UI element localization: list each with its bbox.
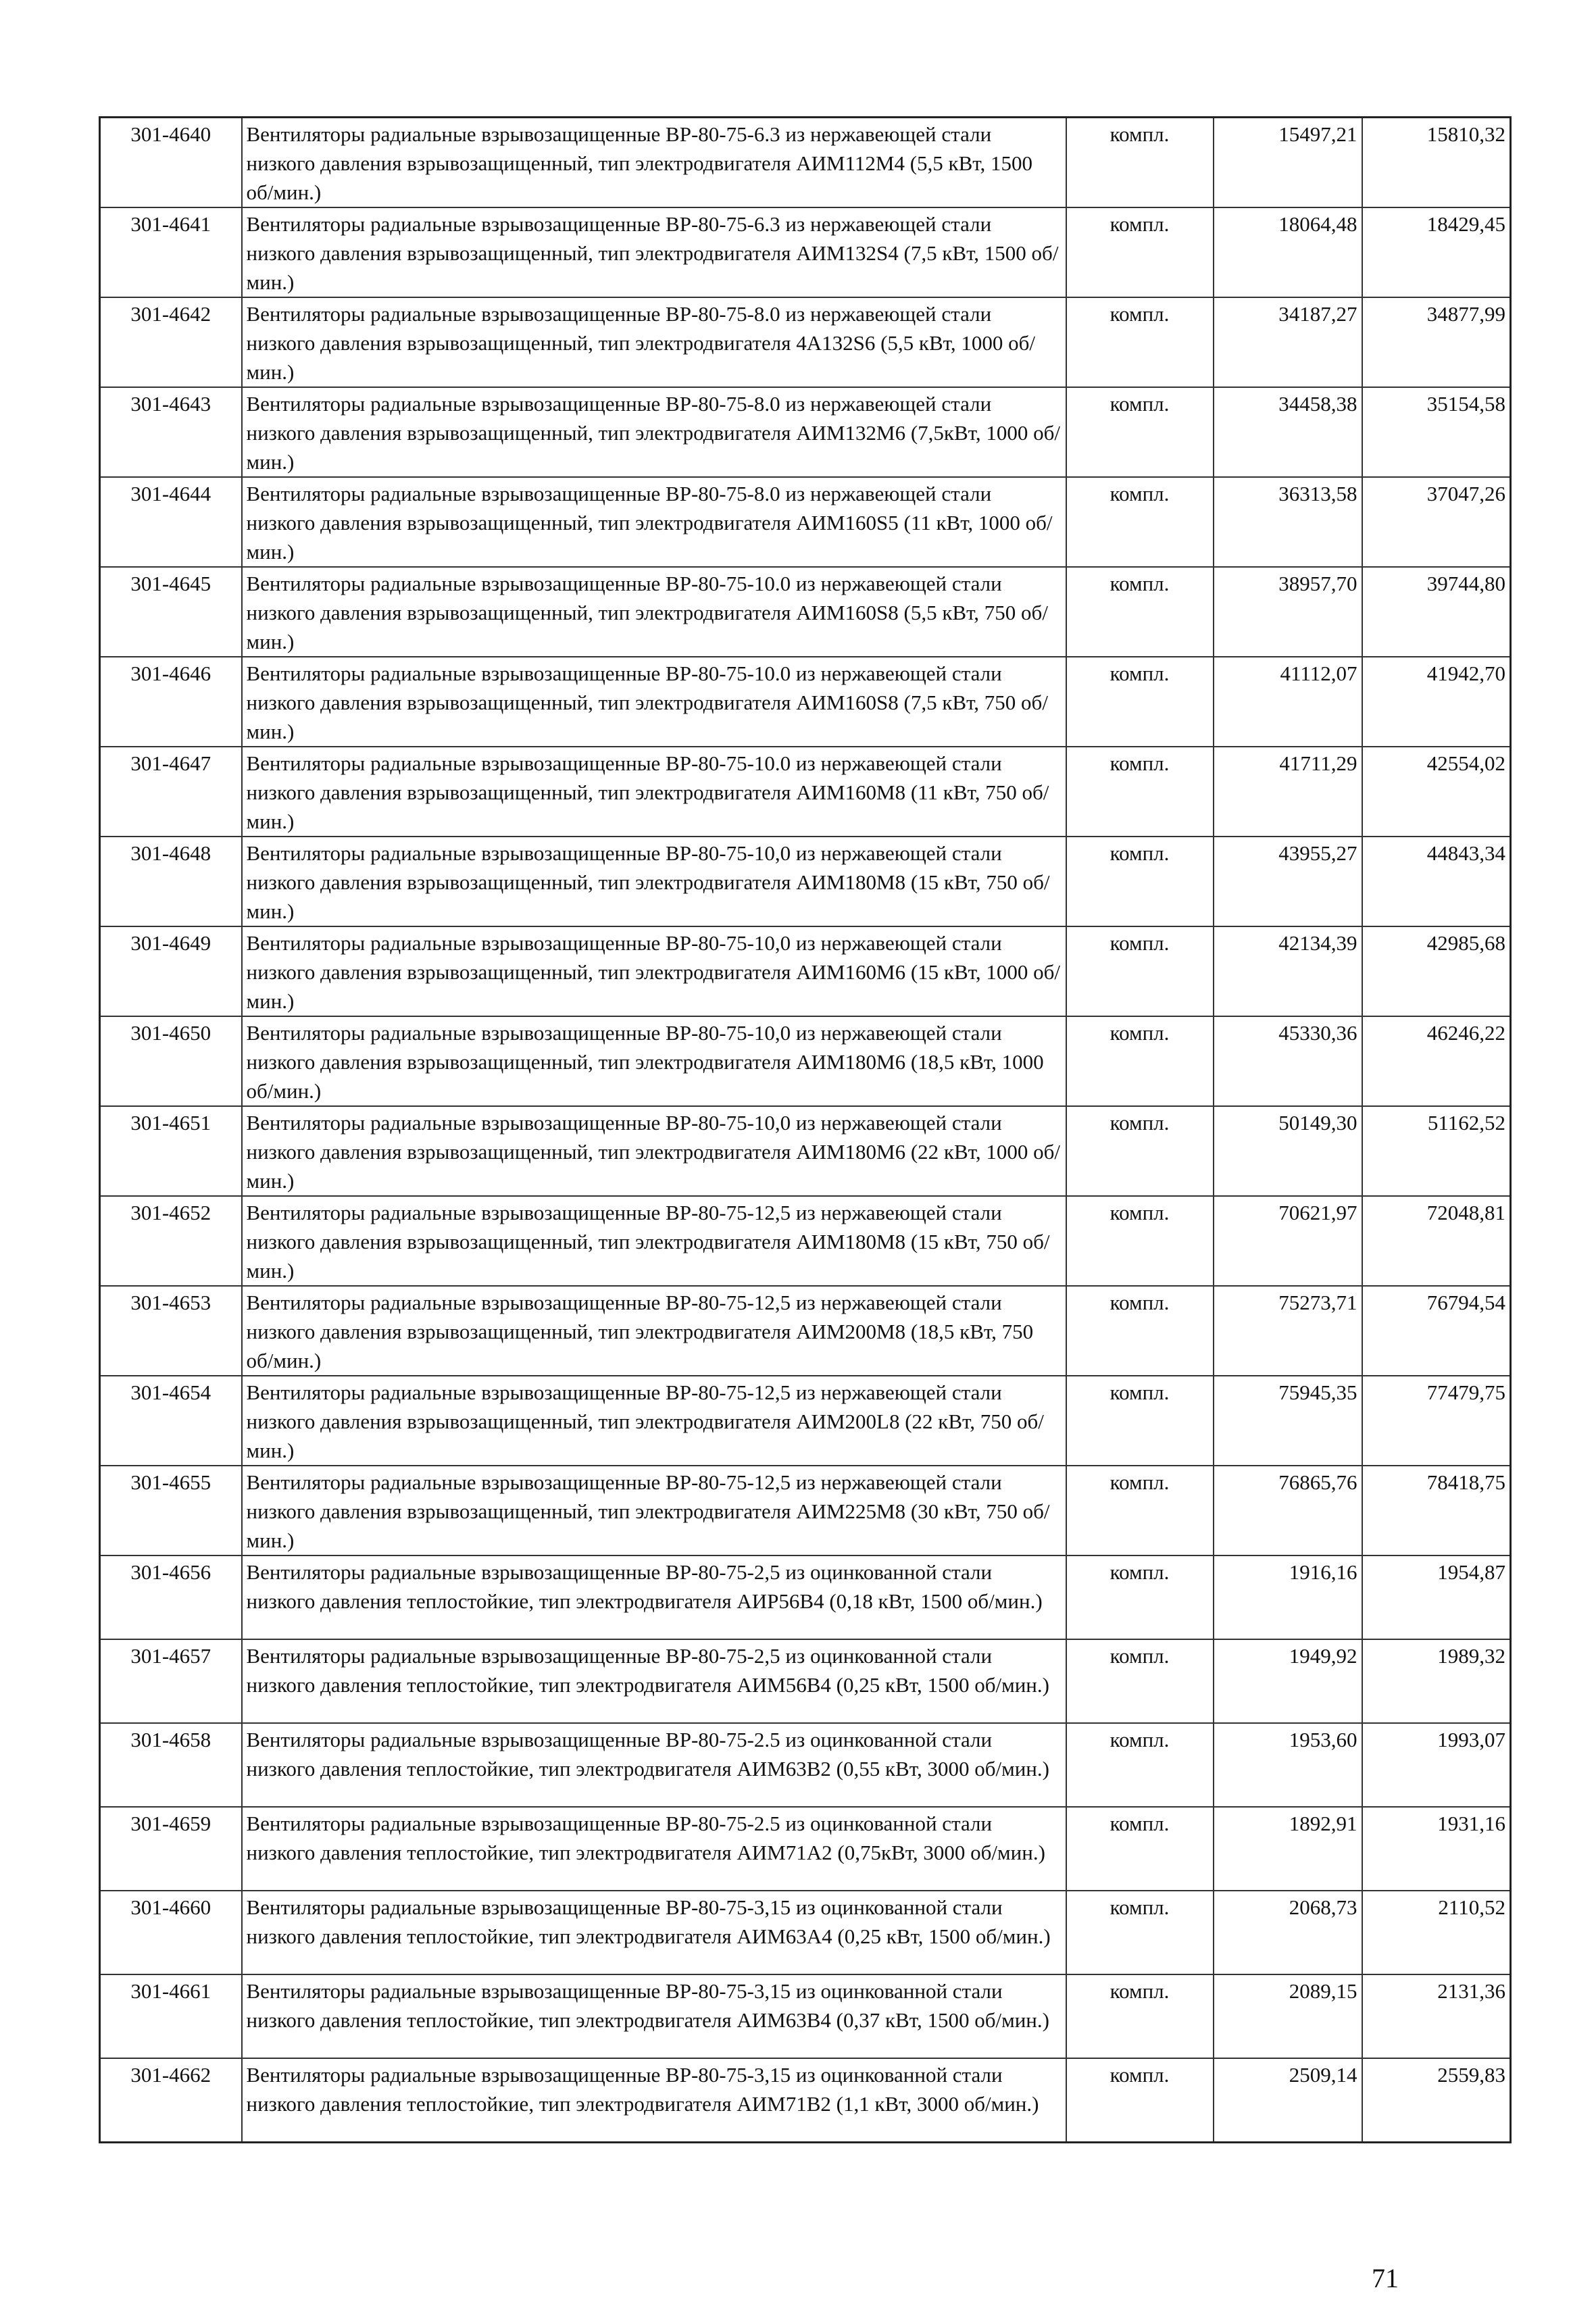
row-description: Вентиляторы радиальные взрывозащищенные ВР-80-75-12,5 из нержавеющей стали низкого давления взрывозащищенный, тип электродвигателя АИМ200L8 (22 кВт, 750 об/мин.)	[242, 1376, 1066, 1466]
table-row	[100, 1891, 1511, 1974]
row-price-1: 1949,92	[1214, 1639, 1362, 1723]
row-price-2: 1954,87	[1362, 1555, 1511, 1639]
table-row	[100, 1466, 1511, 1555]
row-price-1: 75273,71	[1214, 1286, 1362, 1376]
row-price-1: 34458,38	[1214, 387, 1362, 477]
row-price-2: 1993,07	[1362, 1723, 1511, 1807]
table-row	[100, 2058, 1511, 2142]
row-price-2: 44843,34	[1362, 837, 1511, 926]
row-unit: компл.	[1066, 747, 1214, 837]
row-description: Вентиляторы радиальные взрывозащищенные ВР-80-75-10.0 из нержавеющей стали низкого давления взрывозащищенный, тип электродвигателя АИМ160М8 (11 кВт, 750 об/мин.)	[242, 747, 1066, 837]
row-description: Вентиляторы радиальные взрывозащищенные ВР-80-75-12,5 из нержавеющей стали низкого давления взрывозащищенный, тип электродвигателя АИМ225М8 (30 кВт, 750 об/мин.)	[242, 1466, 1066, 1555]
row-code: 301-4659	[100, 1807, 242, 1891]
row-code: 301-4648	[100, 837, 242, 926]
row-code: 301-4662	[100, 2058, 242, 2142]
row-code: 301-4651	[100, 1106, 242, 1196]
row-unit: компл.	[1066, 1376, 1214, 1466]
row-description: Вентиляторы радиальные взрывозащищенные ВР-80-75-10,0 из нержавеющей стали низкого давления взрывозащищенный, тип электродвигателя АИМ180М6 (22 кВт, 1000 об/мин.)	[242, 1106, 1066, 1196]
table-row	[100, 477, 1511, 567]
row-price-1: 50149,30	[1214, 1106, 1362, 1196]
row-code: 301-4650	[100, 1016, 242, 1106]
row-price-2: 41942,70	[1362, 657, 1511, 747]
row-code: 301-4652	[100, 1196, 242, 1286]
row-description: Вентиляторы радиальные взрывозащищенные ВР-80-75-10,0 из нержавеющей стали низкого давления взрывозащищенный, тип электродвигателя АИМ180М6 (18,5 кВт, 1000 об/мин.)	[242, 1016, 1066, 1106]
row-price-2: 18429,45	[1362, 207, 1511, 297]
row-price-1: 45330,36	[1214, 1016, 1362, 1106]
table-row	[100, 1286, 1511, 1376]
row-code: 301-4658	[100, 1723, 242, 1807]
row-description: Вентиляторы радиальные взрывозащищенные ВР-80-75-2,5 из оцинкованной стали низкого давления теплостойкие, тип электродвигателя АИР56В4 (0,18 кВт, 1500 об/мин.)	[242, 1555, 1066, 1639]
row-code: 301-4644	[100, 477, 242, 567]
row-description: Вентиляторы радиальные взрывозащищенные ВР-80-75-6.3 из нержавеющей стали низкого давления взрывозащищенный, тип электродвигателя АИМ112М4 (5,5 кВт, 1500 об/мин.)	[242, 118, 1066, 208]
row-price-2: 77479,75	[1362, 1376, 1511, 1466]
row-price-1: 15497,21	[1214, 118, 1362, 208]
row-code: 301-4640	[100, 118, 242, 208]
row-description: Вентиляторы радиальные взрывозащищенные ВР-80-75-3,15 из оцинкованной стали низкого давления теплостойкие, тип электродвигателя АИМ63А4 (0,25 кВт, 1500 об/мин.)	[242, 1891, 1066, 1974]
row-price-1: 36313,58	[1214, 477, 1362, 567]
row-unit: компл.	[1066, 1639, 1214, 1723]
row-description: Вентиляторы радиальные взрывозащищенные ВР-80-75-6.3 из нержавеющей стали низкого давления взрывозащищенный, тип электродвигателя АИМ132S4 (7,5 кВт, 1500 об/мин.)	[242, 207, 1066, 297]
row-description: Вентиляторы радиальные взрывозащищенные ВР-80-75-10.0 из нержавеющей стали низкого давления взрывозащищенный, тип электродвигателя АИМ160S8 (5,5 кВт, 750 об/мин.)	[242, 567, 1066, 657]
table-row	[100, 387, 1511, 477]
row-price-2: 51162,52	[1362, 1106, 1511, 1196]
table-row	[100, 1106, 1511, 1196]
row-code: 301-4653	[100, 1286, 242, 1376]
price-table	[99, 116, 1512, 2143]
row-unit: компл.	[1066, 2058, 1214, 2142]
row-price-1: 42134,39	[1214, 926, 1362, 1016]
row-unit: компл.	[1066, 1106, 1214, 1196]
row-unit: компл.	[1066, 1891, 1214, 1974]
row-code: 301-4655	[100, 1466, 242, 1555]
row-price-2: 1931,16	[1362, 1807, 1511, 1891]
row-price-2: 2131,36	[1362, 1974, 1511, 2058]
row-description: Вентиляторы радиальные взрывозащищенные ВР-80-75-2.5 из оцинкованной стали низкого давления теплостойкие, тип электродвигателя АИМ63В2 (0,55 кВт, 3000 об/мин.)	[242, 1723, 1066, 1807]
row-description: Вентиляторы радиальные взрывозащищенные ВР-80-75-8.0 из нержавеющей стали низкого давления взрывозащищенный, тип электродвигателя 4А132S6 (5,5 кВт, 1000 об/мин.)	[242, 297, 1066, 387]
table-row	[100, 837, 1511, 926]
row-unit: компл.	[1066, 118, 1214, 208]
row-code: 301-4643	[100, 387, 242, 477]
row-code: 301-4654	[100, 1376, 242, 1466]
row-price-1: 2509,14	[1214, 2058, 1362, 2142]
row-code: 301-4646	[100, 657, 242, 747]
row-code: 301-4657	[100, 1639, 242, 1723]
table-row	[100, 926, 1511, 1016]
row-description: Вентиляторы радиальные взрывозащищенные ВР-80-75-12,5 из нержавеющей стали низкого давления взрывозащищенный, тип электродвигателя АИМ180М8 (15 кВт, 750 об/мин.)	[242, 1196, 1066, 1286]
row-description: Вентиляторы радиальные взрывозащищенные ВР-80-75-8.0 из нержавеющей стали низкого давления взрывозащищенный, тип электродвигателя АИМ160S5 (11 кВт, 1000 об/мин.)	[242, 477, 1066, 567]
row-price-2: 35154,58	[1362, 387, 1511, 477]
row-unit: компл.	[1066, 1555, 1214, 1639]
row-unit: компл.	[1066, 926, 1214, 1016]
row-price-1: 76865,76	[1214, 1466, 1362, 1555]
row-description: Вентиляторы радиальные взрывозащищенные ВР-80-75-10,0 из нержавеющей стали низкого давления взрывозащищенный, тип электродвигателя АИМ180М8 (15 кВт, 750 об/мин.)	[242, 837, 1066, 926]
row-price-1: 75945,35	[1214, 1376, 1362, 1466]
table-row	[100, 1639, 1511, 1723]
table-row	[100, 118, 1511, 208]
row-unit: компл.	[1066, 1807, 1214, 1891]
row-unit: компл.	[1066, 297, 1214, 387]
row-description: Вентиляторы радиальные взрывозащищенные ВР-80-75-10,0 из нержавеющей стали низкого давления взрывозащищенный, тип электродвигателя АИМ160М6 (15 кВт, 1000 об/мин.)	[242, 926, 1066, 1016]
table-row	[100, 567, 1511, 657]
row-unit: компл.	[1066, 387, 1214, 477]
row-unit: компл.	[1066, 477, 1214, 567]
row-price-2: 42985,68	[1362, 926, 1511, 1016]
row-price-2: 1989,32	[1362, 1639, 1511, 1723]
row-price-2: 34877,99	[1362, 297, 1511, 387]
table-row	[100, 1555, 1511, 1639]
row-description: Вентиляторы радиальные взрывозащищенные ВР-80-75-8.0 из нержавеющей стали низкого давления взрывозащищенный, тип электродвигателя АИМ132М6 (7,5кВт, 1000 об/мин.)	[242, 387, 1066, 477]
table-row	[100, 1723, 1511, 1807]
row-description: Вентиляторы радиальные взрывозащищенные ВР-80-75-3,15 из оцинкованной стали низкого давления теплостойкие, тип электродвигателя АИМ71В2 (1,1 кВт, 3000 об/мин.)	[242, 2058, 1066, 2142]
row-price-2: 39744,80	[1362, 567, 1511, 657]
row-price-2: 78418,75	[1362, 1466, 1511, 1555]
row-description: Вентиляторы радиальные взрывозащищенные ВР-80-75-12,5 из нержавеющей стали низкого давления взрывозащищенный, тип электродвигателя АИМ200М8 (18,5 кВт, 750 об/мин.)	[242, 1286, 1066, 1376]
row-code: 301-4660	[100, 1891, 242, 1974]
row-price-1: 70621,97	[1214, 1196, 1362, 1286]
page-number: 71	[1372, 2263, 1399, 2293]
table-row	[100, 207, 1511, 297]
row-price-1: 41711,29	[1214, 747, 1362, 837]
row-code: 301-4661	[100, 1974, 242, 2058]
row-unit: компл.	[1066, 567, 1214, 657]
row-code: 301-4645	[100, 567, 242, 657]
row-description: Вентиляторы радиальные взрывозащищенные ВР-80-75-10.0 из нержавеющей стали низкого давления взрывозащищенный, тип электродвигателя АИМ160S8 (7,5 кВт, 750 об/мин.)	[242, 657, 1066, 747]
table-row	[100, 1974, 1511, 2058]
row-price-2: 76794,54	[1362, 1286, 1511, 1376]
table-row	[100, 1376, 1511, 1466]
row-price-1: 18064,48	[1214, 207, 1362, 297]
row-code: 301-4649	[100, 926, 242, 1016]
row-code: 301-4656	[100, 1555, 242, 1639]
table-row	[100, 1807, 1511, 1891]
row-price-2: 2110,52	[1362, 1891, 1511, 1974]
row-price-1: 34187,27	[1214, 297, 1362, 387]
row-unit: компл.	[1066, 1723, 1214, 1807]
row-unit: компл.	[1066, 1196, 1214, 1286]
table-row	[100, 1196, 1511, 1286]
row-unit: компл.	[1066, 1016, 1214, 1106]
row-description: Вентиляторы радиальные взрывозащищенные ВР-80-75-2,5 из оцинкованной стали низкого давления теплостойкие, тип электродвигателя АИМ56В4 (0,25 кВт, 1500 об/мин.)	[242, 1639, 1066, 1723]
row-price-2: 2559,83	[1362, 2058, 1511, 2142]
row-price-2: 37047,26	[1362, 477, 1511, 567]
row-price-1: 43955,27	[1214, 837, 1362, 926]
table-row	[100, 297, 1511, 387]
row-description: Вентиляторы радиальные взрывозащищенные ВР-80-75-3,15 из оцинкованной стали низкого давления теплостойкие, тип электродвигателя АИМ63В4 (0,37 кВт, 1500 об/мин.)	[242, 1974, 1066, 2058]
row-price-2: 46246,22	[1362, 1016, 1511, 1106]
price-table-body	[100, 118, 1511, 2143]
row-price-1: 1953,60	[1214, 1723, 1362, 1807]
table-row	[100, 747, 1511, 837]
row-unit: компл.	[1066, 207, 1214, 297]
table-row	[100, 1016, 1511, 1106]
row-price-1: 2068,73	[1214, 1891, 1362, 1974]
row-unit: компл.	[1066, 837, 1214, 926]
row-price-2: 72048,81	[1362, 1196, 1511, 1286]
row-unit: компл.	[1066, 1974, 1214, 2058]
row-price-1: 41112,07	[1214, 657, 1362, 747]
row-unit: компл.	[1066, 657, 1214, 747]
row-code: 301-4641	[100, 207, 242, 297]
table-row	[100, 657, 1511, 747]
row-unit: компл.	[1066, 1466, 1214, 1555]
row-price-1: 2089,15	[1214, 1974, 1362, 2058]
row-code: 301-4647	[100, 747, 242, 837]
row-price-1: 38957,70	[1214, 567, 1362, 657]
row-description: Вентиляторы радиальные взрывозащищенные ВР-80-75-2.5 из оцинкованной стали низкого давления теплостойкие, тип электродвигателя АИМ71А2 (0,75кВт, 3000 об/мин.)	[242, 1807, 1066, 1891]
row-code: 301-4642	[100, 297, 242, 387]
row-price-2: 15810,32	[1362, 118, 1511, 208]
row-price-1: 1916,16	[1214, 1555, 1362, 1639]
row-price-1: 1892,91	[1214, 1807, 1362, 1891]
row-unit: компл.	[1066, 1286, 1214, 1376]
row-price-2: 42554,02	[1362, 747, 1511, 837]
